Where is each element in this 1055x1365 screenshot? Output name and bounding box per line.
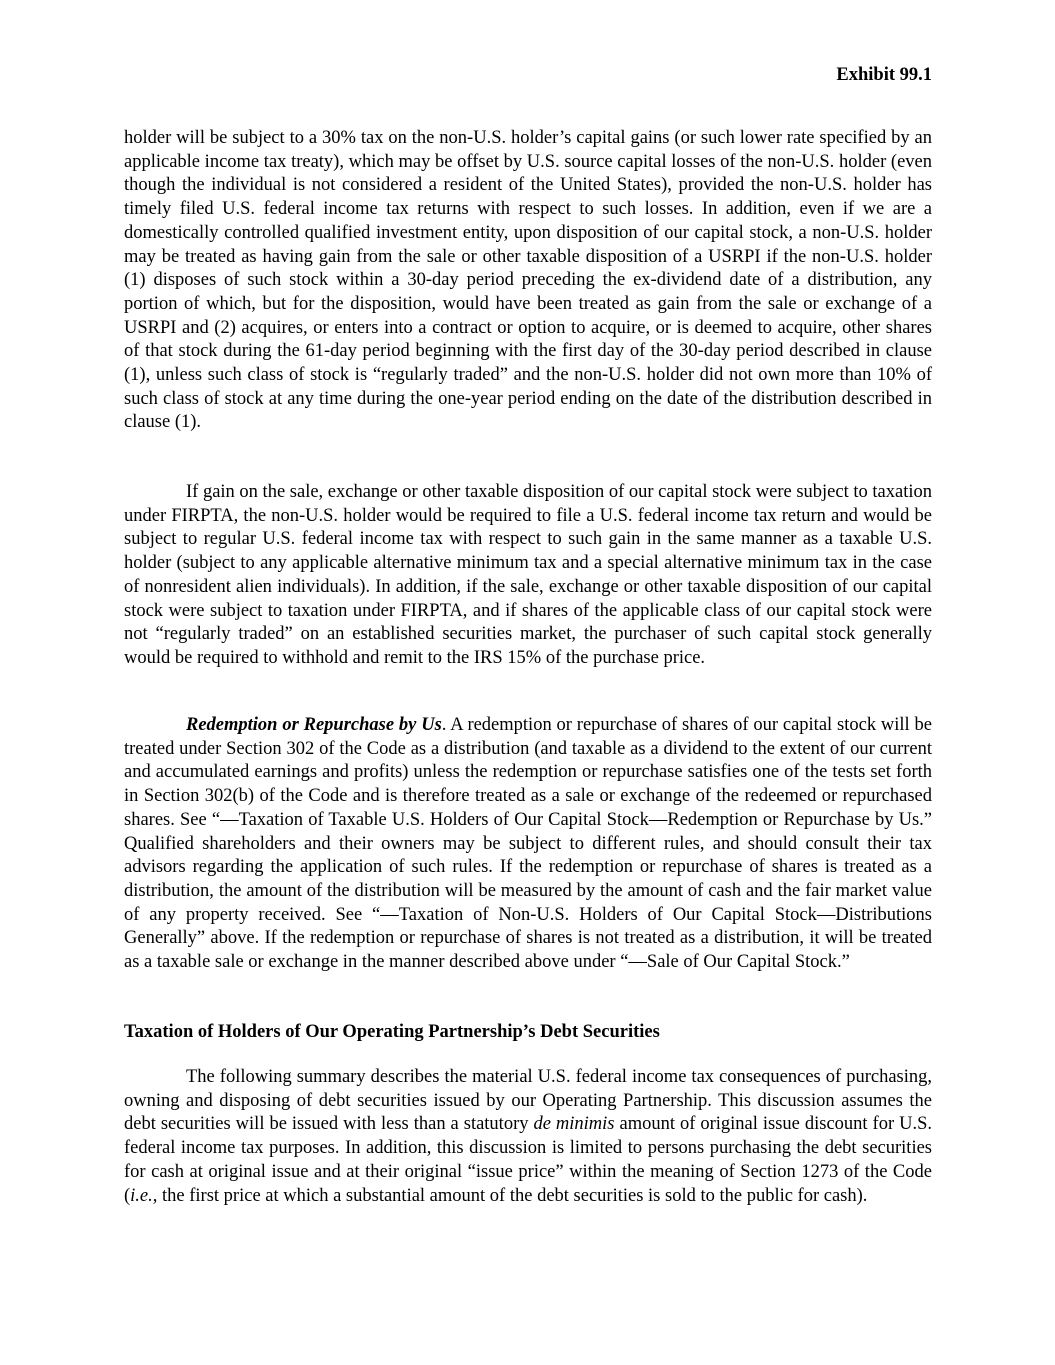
debt-text-part2: amount of original issue discount for U.S. federal income tax purposes. In addition, this discussion is limited to persons purchasing the debt securities for cash at original issue and at their original “issue price” within the meaning of Section 1273 of the Code ( <box>124 1114 932 1206</box>
paragraph-firpta: If gain on the sale, exchange or other taxable disposition of our capital stock were subject to taxation under FIRPTA, the non-U.S. holder would be required to file a U.S. federal income tax return and would be subject to regular U.S. federal income tax with respect to such gain in the same manner as a taxable U.S. holder (subject to any applicable alternative minimum tax and a special alternative minimum tax in the case of nonresident alien individuals). In addition, if the sale, exchange or other taxable disposition of our capital stock were subject to taxation under FIRPTA, and if shares of the applicable class of our capital stock were not “regularly traded” on an established securities market, the purchaser of such capital stock generally would be required to withhold and remit to the IRS 15% of the purchase price. <box>124 482 932 668</box>
section-heading: Taxation of Holders of Our Operating Partnership’s Debt Securities <box>124 1022 660 1042</box>
de-minimis-term: de minimis <box>533 1114 615 1135</box>
redemption-body: . A redemption or repurchase of shares of our capital stock will be treated under Section 302 of the Code as a distribution (and taxable as a dividend to the extent of our current and accumulated earnings and profits) unless the redemption or repurchase satisfies one of the tests set forth in Section 302(b) of the Code and is therefore treated as a sale or exchange of the redeemed or repurchased shares. See “—Taxation of Taxable U.S. Holders of Our Capital Stock—Redemption or Repurchase by Us.” Qualified shareholders and their owners may be subject to different rules, and should consult their tax advisors regarding the application of such rules. If the redemption or repurchase of shares is treated as a distribution, the amount of the distribution will be measured by the amount of cash and the fair market value of any property received. See “—Taxation of Non-U.S. Holders of Our Capital Stock—Distributions Generally” above. If the redemption or repurchase of shares is not treated as a distribution, it will be treated as a taxable sale or exchange in the manner described above under “—Sale of Our Capital Stock.” <box>124 715 933 973</box>
ie-abbreviation: i.e. <box>130 1185 153 1206</box>
paragraph-capital-gains: holder will be subject to a 30% tax on the non-U.S. holder’s capital gains (or such lower rate specified by an applicable income tax treaty), which may be offset by U.S. source capital losses of the non-U.S. holder (even though the individual is not considered a resident of the United States), provided the non-U.S. holder has timely filed U.S. federal income tax returns with respect to such losses. In addition, even if we are a domestically controlled qualified investment entity, upon disposition of our capital stock, a non-U.S. holder may be treated as having gain from the sale or other taxable disposition of a USRPI if the non-U.S. holder (1) disposes of such stock within a 30-day period preceding the ex-dividend date of a distribution, any portion of which, but for the disposition, would have been treated as gain from the sale or exchange of a USRPI and (2) acquires, or enters into a contract or option to acquire, or is deemed to acquire, other shares of that stock during the 61-day period beginning with the first day of the 30-day period described in clause (1), unless such class of stock is “regularly traded” and the non-U.S. holder did not own more than 10% of such class of stock at any time during the one-year period ending on the date of the distribution described in clause (1). <box>124 128 932 433</box>
debt-text-part1: The following summary describes the material U.S. federal income tax consequences of purchasing, owning and disposing of debt securities issued by our Operating Partnership. This discussion assumes the debt securities will be issued with less than a statutory <box>124 1067 932 1135</box>
redemption-subheading: Redemption or Repurchase by Us <box>186 715 442 735</box>
debt-text-part3: , the first price at which a substantial amount of the debt securities is sold to the public for cash). <box>152 1185 868 1206</box>
paragraph-redemption <box>124 714 932 975</box>
paragraph-debt-securities <box>124 1066 932 1208</box>
exhibit-label: Exhibit 99.1 <box>836 65 932 85</box>
